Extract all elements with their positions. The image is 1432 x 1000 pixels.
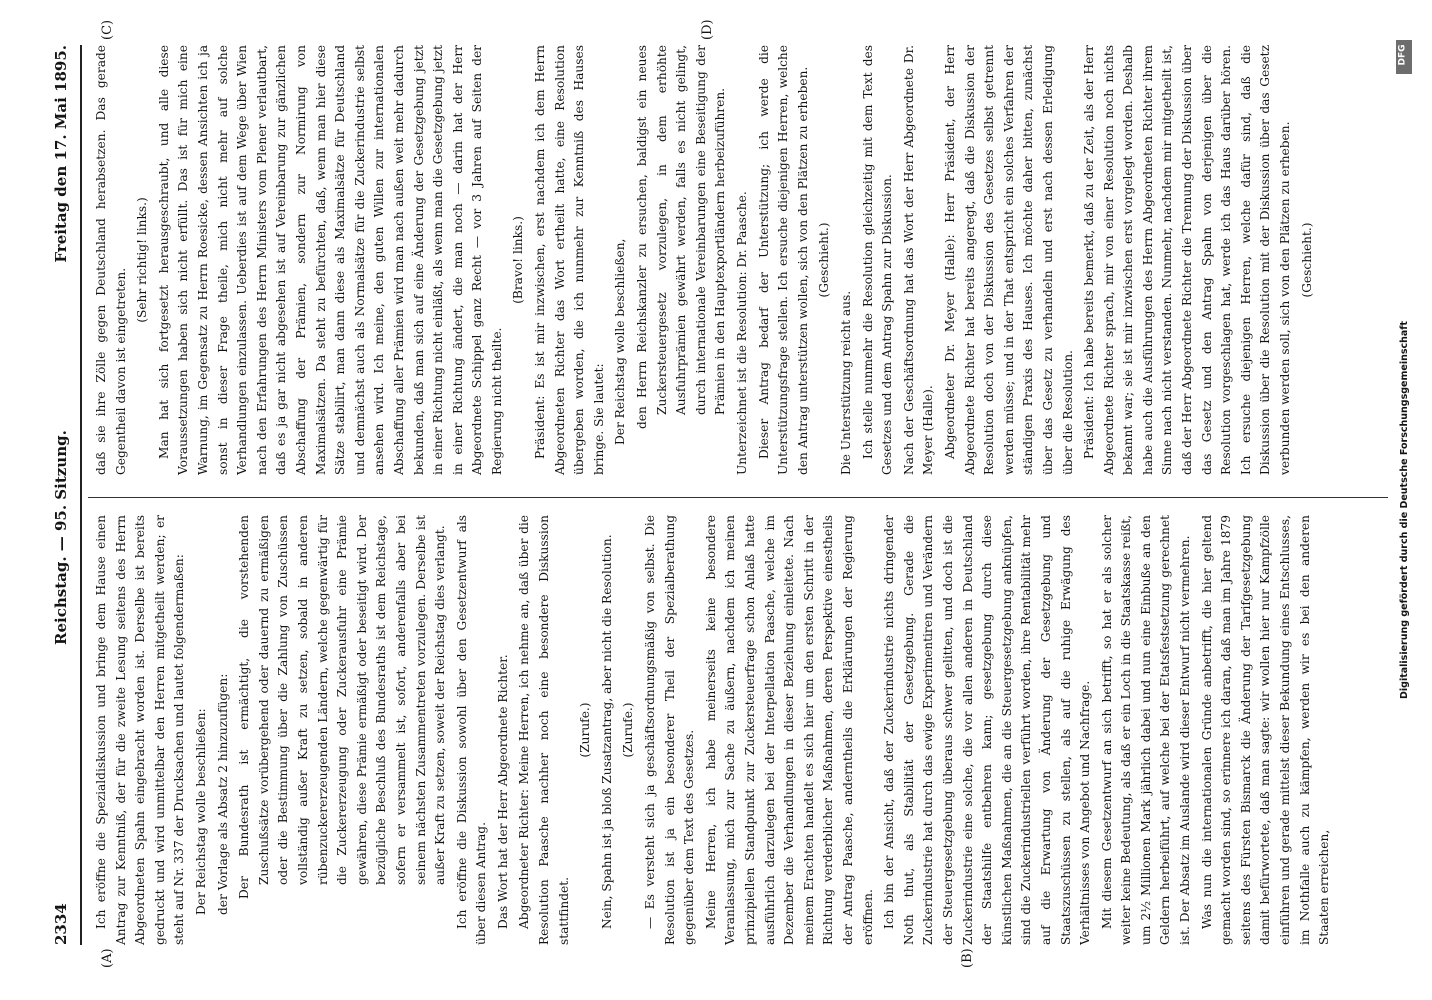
paragraph: Dieser Antrag bedarf der Unterstützung; ich werde die Unterstützungsfrage stellen. Ich ersuche diejenigen Herren, welche den Antrag unterstützen wollen, sich von den Plätzen zu erheben. <box>756 45 810 475</box>
paragraph: Unterzeichnet ist die Resolution: Dr. Paasche. <box>735 191 749 475</box>
paragraph: Ich stelle nunmehr die Resolution gleichzeitig mit dem Text des Gesetzes und dem Antrag Spahn zur Diskussion. <box>860 45 895 475</box>
paragraph: Mit diesem Gesetzentwurf an sich betrifft, so hat er als solcher weiter keine Bedeutung, als daß er ein Loch in die Staatskasse reißt, um 2½ Millionen Mark jährlich dabei und nun eine Einbuße an den Geldern herbeiführt, auf welche bei der Etatsfestsetzung gerechnet ist. Der Absatz im Auslande wird dieser Entwurf nicht vermehren. <box>1099 515 1193 945</box>
paragraph: (Geschieht.) <box>817 222 832 298</box>
paragraph: Der Reichstag wolle beschließen: <box>193 708 208 915</box>
paragraph: der Vorlage als Absatz 2 hinzuzufügen: <box>215 673 230 915</box>
paragraph: den Herrn Reichskanzler zu ersuchen, baldigst ein neues Zuckersteuergesetz vorzulegen, in dem erhöhte Ausfuhrprämien gewährt werden, falls es nicht gelingt, durch internationale Vereinbarungen eine Beseitigung der Prämien in den Hauptexportländern herbeizuführen. <box>635 45 728 429</box>
margin-marker-c: (C) <box>100 19 115 40</box>
paragraph: Nach der Geschäftsordnung hat das Wort der Herr Abgeordnete Dr. Meyer (Halle). <box>901 45 936 475</box>
page-number: 2334 <box>52 903 70 945</box>
header-rule <box>80 45 82 945</box>
session-title: Reichstag. — 95. Sitzung. <box>52 430 70 645</box>
paragraph: Nein, Spahn ist ja bloß Zusatzantrag, aber nicht die Resolution. <box>599 534 614 929</box>
paragraph: (Zurufe.) <box>621 702 636 758</box>
margin-marker-d: (D) <box>700 19 715 40</box>
paragraph: Ich eröffne die Diskussion sowohl über den Gesetzentwurf als über diesen Antrag. <box>454 515 489 945</box>
digitization-credit <box>1392 40 1418 980</box>
paragraph: Der Bundesrath ist ermächtigt, die vorstehenden Zuschußsätze vorübergehend oder dauernd zu ermäßigen oder die Bestimmung über die Zahlung von Zuschüssen vollständig außer Kraft zu setzen, sobald in anderen rübenzuckererzeugenden Ländern, welche gegenwärtig für die Zuckererzeugung oder Zuckerausfuhr eine Prämie gewähren, diese Prämie ermäßigt oder beseitigt wird. Der bezügliche Beschluß des Bundesraths ist dem Reichstage, sofern er versammelt ist, sofort, anderenfalls aber bei seinem nächsten Zusammentreten vorzulegen. Derselbe ist außer Kraft zu setzen, soweit der Reichstag dies verlangt. <box>237 515 448 899</box>
paragraph: (Zurufe.) <box>578 702 593 758</box>
paragraph: Präsident: Es ist mir inzwischen, erst nachdem ich dem Herrn Abgeordneten Richter das Wort ertheilt hatte, eine Resolution übergeben worden, die ich nunmehr zur Kenntniß des Hauses bringe. Sie lautet: <box>533 45 606 475</box>
credit-text: Digitalisierung gefördert durch die Deutsche Forschungsgemeinschaft <box>1399 321 1410 699</box>
running-header <box>52 45 82 945</box>
session-date: Freitag den 17. Mai 1895. <box>52 45 70 263</box>
left-column <box>92 515 1337 945</box>
paragraph: Was nun die internationalen Gründe anbetrifft, die hier geltend gemacht worden sind, so erinnere ich daran, daß man im Jahre 1879 seitens des Fürsten Bismarck die Änderung der Tarifgesetzgebung damit befürwortete, daß man sagte: wir wollen hier nur Kampfzölle einführen und gerade mittelst dieser Bekundung eines Entschlusses, im Nothfalle auch zu kämpfen, werden wir es bei den anderen Staaten erreichen, <box>1199 515 1332 945</box>
dfg-logo: DFG <box>1396 40 1412 74</box>
margin-marker-a: (A) <box>100 948 115 968</box>
right-column <box>92 45 1319 475</box>
paragraph: Das Wort hat der Herr Abgeordnete Richter. <box>495 654 510 929</box>
paragraph: Man hat sich fortgesetzt herausgeschraubt, und alle diese Voraussetzungen haben sich nicht erfüllt. Das ist für mich eine Warnung, im Gegensatz zu Herrn Roesicke, dessen Ansichten ich ja sonst in dieser Frage theile, mich nicht mehr auf solche Verhandlungen einzulassen. Ueberdies ist auf dem Wege über Wien nach den Erfahrungen des Herrn Ministers vom Plener verlautbart, daß es ja gar nicht abgesehen ist auf Vereinbarung zur gänzlichen Abschaffung der Prämien, sondern zur Normirung von Maximalsätzen. Da steht zu befürchten, daß, wenn man hier diese Sätze stabilirt, man dann diese als Maximalsätze für Deutschland und demnächst auch als Normalsätze für die Zuckerindustrie selbst ansehen wird. Ich meine, den guten Willen zur internationalen Abschaffung aller Prämien wird man nach außen weit mehr dadurch bekunden, daß man sich auf eine Änderung der Gesetzgebung jetzt in einer Richtung nicht einläßt, als wenn man die Gesetzgebung jetzt in einer Richtung ändert, die man noch — darin hat der Herr Abgeordnete Schippel ganz Recht — vor 3 Jahren auf Seiten der Regierung nicht theilte. <box>156 45 504 475</box>
paragraph: Ich bin der Ansicht, daß der Zuckerindustrie nichts dringender Noth thut, als Stabilität der Gesetzgebung. Gerade die Zuckerindustrie hat durch das ewige Experimentiren und Verändern der Steuergesetzgebung überaus schwer gelitten, und doch ist die Zuckerindustrie eine solche, die vor allen anderen in Deutschland der Staatshilfe entbehren kann; gesetzgebung durch diese künstlichen Maßnahmen, die an die Steuergesetzgebung anknüpfen, sind die Zuckerindustriellen verführt worden, ihre Rentabilität mehr auf die Erwartung von Änderung der Gesetzgebung und Staatszuschüssen zu stellen, als auf die ruhige Erwägung des Verhältnisses von Angebot und Nachfrage. <box>882 515 1093 945</box>
paragraph: Meine Herren, ich habe meinerseits keine besondere Veranlassung, mich zur Sache zu äußern, nachdem ich meinen prinzipiellen Standpunkt zur Zuckersteuerfrage schon Anlaß hatte ausführlich darzulegen bei der Interpellation Paasche, welche im Dezember die Verhandlungen in dieser Beziehung einleitete. Nach meinem Erachten handelt es sich hier um den ersten Schritt in der Richtung verderblicher Maßnahmen, deren Perspektive einestheils der Antrag Paasche, anderntheils die Erklärungen der Regierung eröffnen. <box>703 515 875 945</box>
paragraph: (Geschieht.) <box>1299 222 1314 298</box>
margin-marker-b: (B) <box>960 948 975 968</box>
paragraph: Abgeordneter Dr. Meyer (Halle): Herr Präsident, der Herr Abgeordnete Richter hat bereits angeregt, daß die Diskussion der Resolution doch von der Diskussion des Gesetzes selbst getrennt werden müsse; und in der That entspricht ein solches Verfahren der ständigen Praxis des Hauses. Ich möchte daher bitten, zunächst über das Gesetz zu verhandeln und erst nach dessen Erledigung über die Resolution. <box>942 45 1075 475</box>
paragraph: (Bravo! links.) <box>511 216 526 304</box>
column-divider <box>88 497 1388 498</box>
paragraph: — Es versteht sich ja geschäftsordnungsmäßig von selbst. Die Resolution ist ja ein besonderer Theil der Spezialberathung gegenüber dem Text des Gesetzes. <box>643 515 697 945</box>
paragraph: Präsident: Ich habe bereits bemerkt, daß zu der Zeit, als der Herr Abgeordnete Richter sprach, mir von einer Resolution noch nichts bekannt war; sie ist mir inzwischen erst vorgelegt worden. Deshalb habe auch die Ausführungen des Herrn Abgeordneten Richter ihrem Sinne nach nicht verstanden. Nunmehr, nachdem mir mitgetheilt ist, daß der Herr Abgeordnete Richter die Trennung der Diskussion über das Gesetz und den Antrag Spahn von derjenigen über die Resolution vorgeschlagen hat, werde ich das Haus darüber hören. Ich ersuche diejenigen Herren, welche dafür sind, daß die Diskussion über die Resolution mit der Diskussion über das Gesetz verbunden werden soll, sich von den Plätzen zu erheben. <box>1082 45 1293 475</box>
paragraph: Abgeordneter Richter: Meine Herren, ich nehme an, daß über die Resolution Paasche nachher noch eine besondere Diskussion stattfindet. <box>517 515 571 945</box>
paragraph: (Sehr richtig! links.) <box>135 197 150 323</box>
paragraph: daß sie ihre Zölle gegen Deutschland herabsetzen. Das gerade Gegentheil davon ist eingetreten. <box>94 45 128 475</box>
paragraph: Die Unterstützung reicht aus. <box>838 290 853 475</box>
paragraph: Der Reichstag wolle beschließen, <box>613 238 628 445</box>
paragraph: Ich eröffne die Spezialdiskussion und bringe dem Hause einen Antrag zur Kenntniß, der für die zweite Lesung seitens des Herrn Abgeordneten Spahn eingebracht worden ist. Derselbe ist bereits gedruckt und wird unmittelbar den Herren mitgetheilt werden; er steht auf Nr. 337 der Drucksachen und lautet folgendermaßen: <box>94 515 187 945</box>
